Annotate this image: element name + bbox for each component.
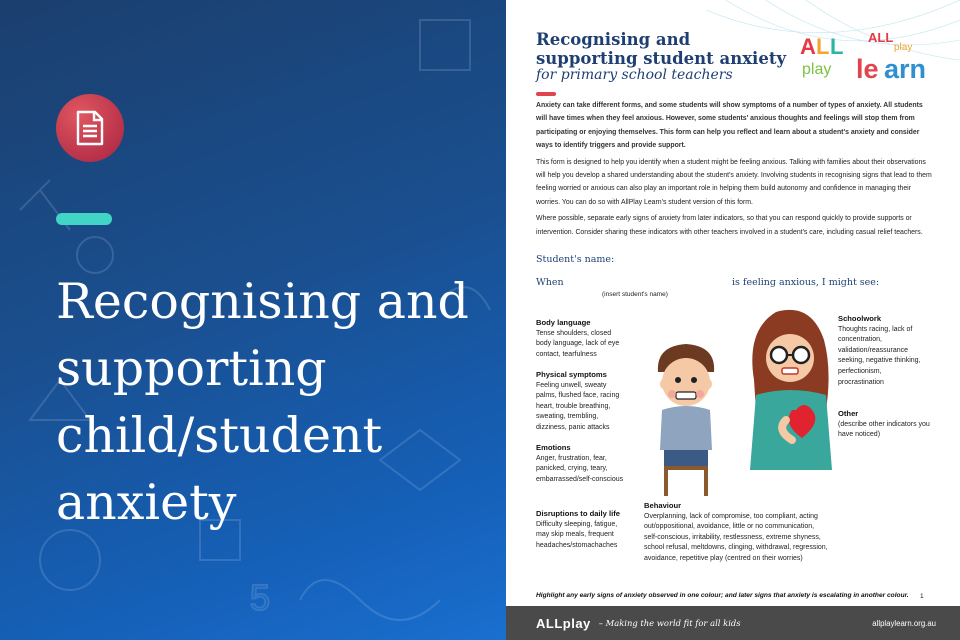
students-name-label: Student's name: xyxy=(536,254,615,265)
schoolwork-heading: Schoolwork xyxy=(838,314,882,323)
title-underline xyxy=(536,92,556,96)
allplay-learn-logo xyxy=(854,28,940,82)
footer-tagline: – Making the world fit for all kids xyxy=(598,618,741,628)
svg-text:le: le xyxy=(856,54,879,82)
emotions-text: Anger, frustration, fear, panicked, crying, teary, embarrassed/self-conscious xyxy=(536,454,624,483)
hero-title: Recognising and supporting child/student anxiety xyxy=(56,273,469,531)
document-icon xyxy=(75,110,105,146)
behaviour-text: Overplanning, lack of compromise, too compliant, acting out/oppositional, avoidance, little or no communication, self-conscious, irritability, restlessness, extreme shyness, school refusal, meltdowns, clinging, withdrawal, regression, avoidance, repetitive play (centred on their worries) xyxy=(644,512,828,562)
document-intro xyxy=(536,99,932,242)
intro-paragraph-1: Anxiety can take different forms, and some students will show symptoms of a number of types of anxiety. All students will have times when they feel anxious. However, some students' anxious thoughts and feelings will stop them from participating or enjoying themselves. This form can help you reflect and learn about a student's anxiety and consider ways to identify triggers and provide support. xyxy=(536,102,923,150)
highlight-instruction: Highlight any early signs of anxiety observed in one colour; and later signs that anxiety is escalating in another colour. xyxy=(536,592,909,599)
disruptions-section xyxy=(536,509,632,551)
other-heading: Other xyxy=(838,409,859,418)
svg-text:arn: arn xyxy=(884,54,927,82)
accent-bar xyxy=(56,213,112,225)
physical-symptoms-section xyxy=(536,370,628,434)
behaviour-section xyxy=(644,501,828,565)
other-section xyxy=(838,409,938,441)
footer-brand: ALLplay xyxy=(536,615,591,631)
disruptions-heading: Disruptions to daily life xyxy=(536,509,620,518)
emotions-heading: Emotions xyxy=(536,443,571,452)
body-language-text: Tense shoulders, closed body language, lack of eye contact, tearfulness xyxy=(536,329,620,358)
body-language-section xyxy=(536,318,628,360)
document-preview xyxy=(506,0,960,640)
document-subtitle: for primary school teachers xyxy=(536,67,733,83)
svg-text:play: play xyxy=(802,61,832,78)
intro-paragraph-3: Where possible, separate early signs of anxiety from later indicators, so that you can respond quickly to provide supports or intervention. Consider sharing these indicators with other teachers involved in a student's care, including casual relief teachers. xyxy=(536,215,923,236)
footer-url[interactable]: allplaylearn.org.au xyxy=(872,618,936,628)
when-label: When xyxy=(536,277,564,288)
document-badge xyxy=(56,94,124,162)
document-title: Recognising and supporting student anxiety xyxy=(536,30,787,68)
other-text: (describe other indicators you have noticed) xyxy=(838,420,930,439)
feeling-label: is feeling anxious, I might see: xyxy=(732,277,880,288)
svg-text:ALL: ALL xyxy=(868,30,894,45)
svg-text:L: L xyxy=(830,34,844,59)
svg-text:5: 5 xyxy=(250,577,271,618)
disruptions-text: Difficulty sleeping, fatigue, may skip meals, frequent headaches/stomachaches xyxy=(536,520,618,549)
emotions-section xyxy=(536,443,632,485)
insert-name-hint: (insert student's name) xyxy=(602,291,668,298)
schoolwork-text: Thoughts racing, lack of concentration, validation/reassurance seeking, negative thinking, perfectionism, procrastination xyxy=(838,325,921,386)
svg-text:A: A xyxy=(800,34,816,59)
body-language-heading: Body language xyxy=(536,318,591,327)
document-footer xyxy=(506,606,960,640)
behaviour-heading: Behaviour xyxy=(644,501,682,510)
intro-paragraph-2: This form is designed to help you identify when a student might be feeling anxious. Talking with families about their observations will help you develop a shared understanding about the student's anxiety. Involving students in recognising signs that lead to them feeling worried or anxious can also play an important role in helping them build autonomy and confidence in managing their worries. You can do so with AllPlay Learn's student version of this form. xyxy=(536,158,932,206)
anxious-child-and-teacher-illustration xyxy=(636,300,836,500)
svg-text:L: L xyxy=(816,34,830,59)
page-number: 1 xyxy=(920,593,924,600)
svg-text:play: play xyxy=(894,42,913,53)
physical-symptoms-text: Feeling unwell, sweaty palms, flushed face, racing heart, trouble breathing, sweating, trembling, dizziness, panic attacks xyxy=(536,381,620,431)
schoolwork-section xyxy=(838,314,922,388)
allplay-logo xyxy=(798,30,854,80)
physical-symptoms-heading: Physical symptoms xyxy=(536,370,607,379)
